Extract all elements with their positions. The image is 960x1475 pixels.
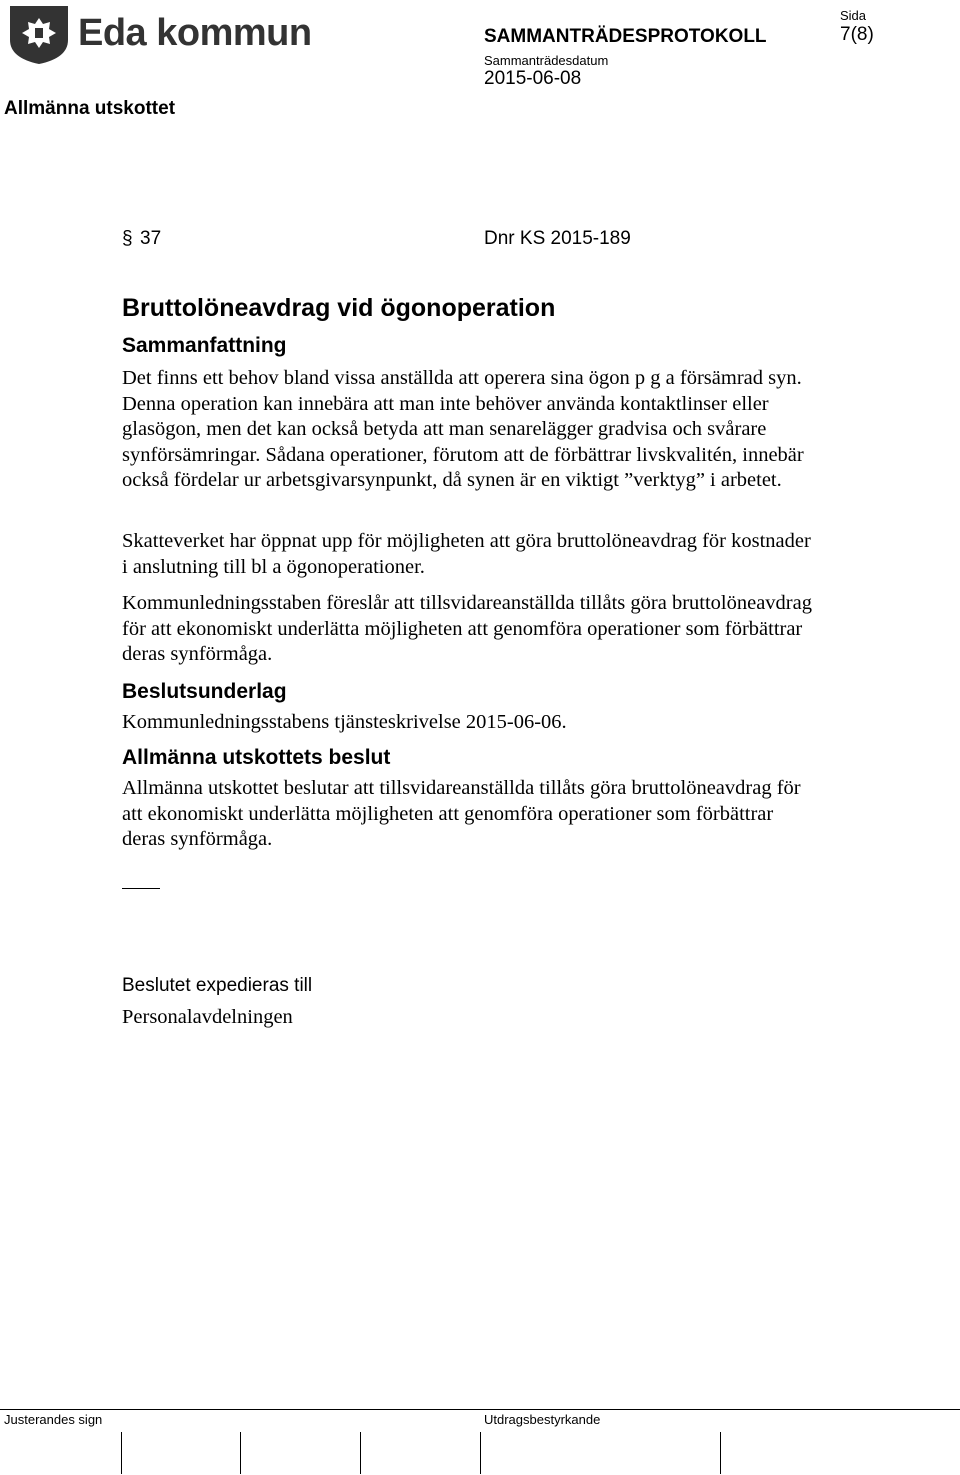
- diary-number: Dnr KS 2015-189: [484, 228, 631, 249]
- coat-of-arms-icon: [10, 6, 68, 64]
- page-label: Sida: [840, 8, 867, 23]
- decision-heading: Allmänna utskottets beslut: [122, 746, 391, 769]
- summary-paragraph: Det finns ett behov bland vissa anställda att operera sina ögon p g a försämrad syn. Denna operation kan innebära att man inte behöver använda kontaktlinser eller glasögon, men det kan också betyda att man senarelägger gradvisa och svårare synförsämringar. Sådana operationer, förutom att de förbättrar livskvalitén, innebär också fördelar ur arbetsgivarsynpunkt, då synen är en viktigt ”verktyg” i arbetet.: [122, 367, 804, 491]
- decision-text: Allmänna utskottet beslutar att tillsvidareanställda tillåts göra bruttolöneavdrag för att ekonomiskt underlätta möjligheten att genomföra operationer som förbättrar deras synförmåga.: [122, 777, 801, 850]
- distribution-recipient: Personalavdelningen: [122, 1006, 293, 1028]
- meeting-date-label: Sammanträdesdatum: [484, 53, 609, 68]
- case-title: Bruttolöneavdrag vid ögonoperation: [122, 294, 556, 322]
- signature-box-divider: [360, 1432, 361, 1474]
- divider: [122, 888, 160, 889]
- organization-name: Eda kommun: [78, 12, 312, 54]
- page-number: 7(8): [840, 24, 874, 45]
- committee-name: Allmänna utskottet: [4, 98, 176, 119]
- summary-heading: Sammanfattning: [122, 334, 287, 357]
- signature-box-divider: [121, 1432, 122, 1474]
- distribution-label: Beslutet expedieras till: [122, 975, 313, 996]
- summary-paragraph: Kommunledningsstaben föreslår att tillsvidareanställda tillåts göra bruttolöneavdrag för att ekonomiskt underlätta möjligheten att genomföra operationer som förbättrar deras synförmåga.: [122, 592, 812, 665]
- basis-text: Kommunledningsstabens tjänsteskrivelse 2015-06-06.: [122, 711, 567, 733]
- basis-heading: Beslutsunderlag: [122, 680, 287, 703]
- section-sign: §: [122, 228, 133, 249]
- signature-label: Justerandes sign: [4, 1412, 103, 1427]
- signature-box-divider: [720, 1432, 721, 1474]
- document-type: SAMMANTRÄDESPROTOKOLL: [484, 26, 767, 47]
- case-number: 37: [140, 228, 162, 249]
- summary-paragraph: Skatteverket har öppnat upp för möjligheten att göra bruttolöneavdrag för kostnader i anslutning till bl a ögonoperationer.: [122, 530, 811, 578]
- meeting-date: 2015-06-08: [484, 68, 582, 89]
- signature-box-divider: [480, 1432, 481, 1474]
- extract-certification-label: Utdragsbestyrkande: [484, 1412, 601, 1427]
- signature-box-divider: [240, 1432, 241, 1474]
